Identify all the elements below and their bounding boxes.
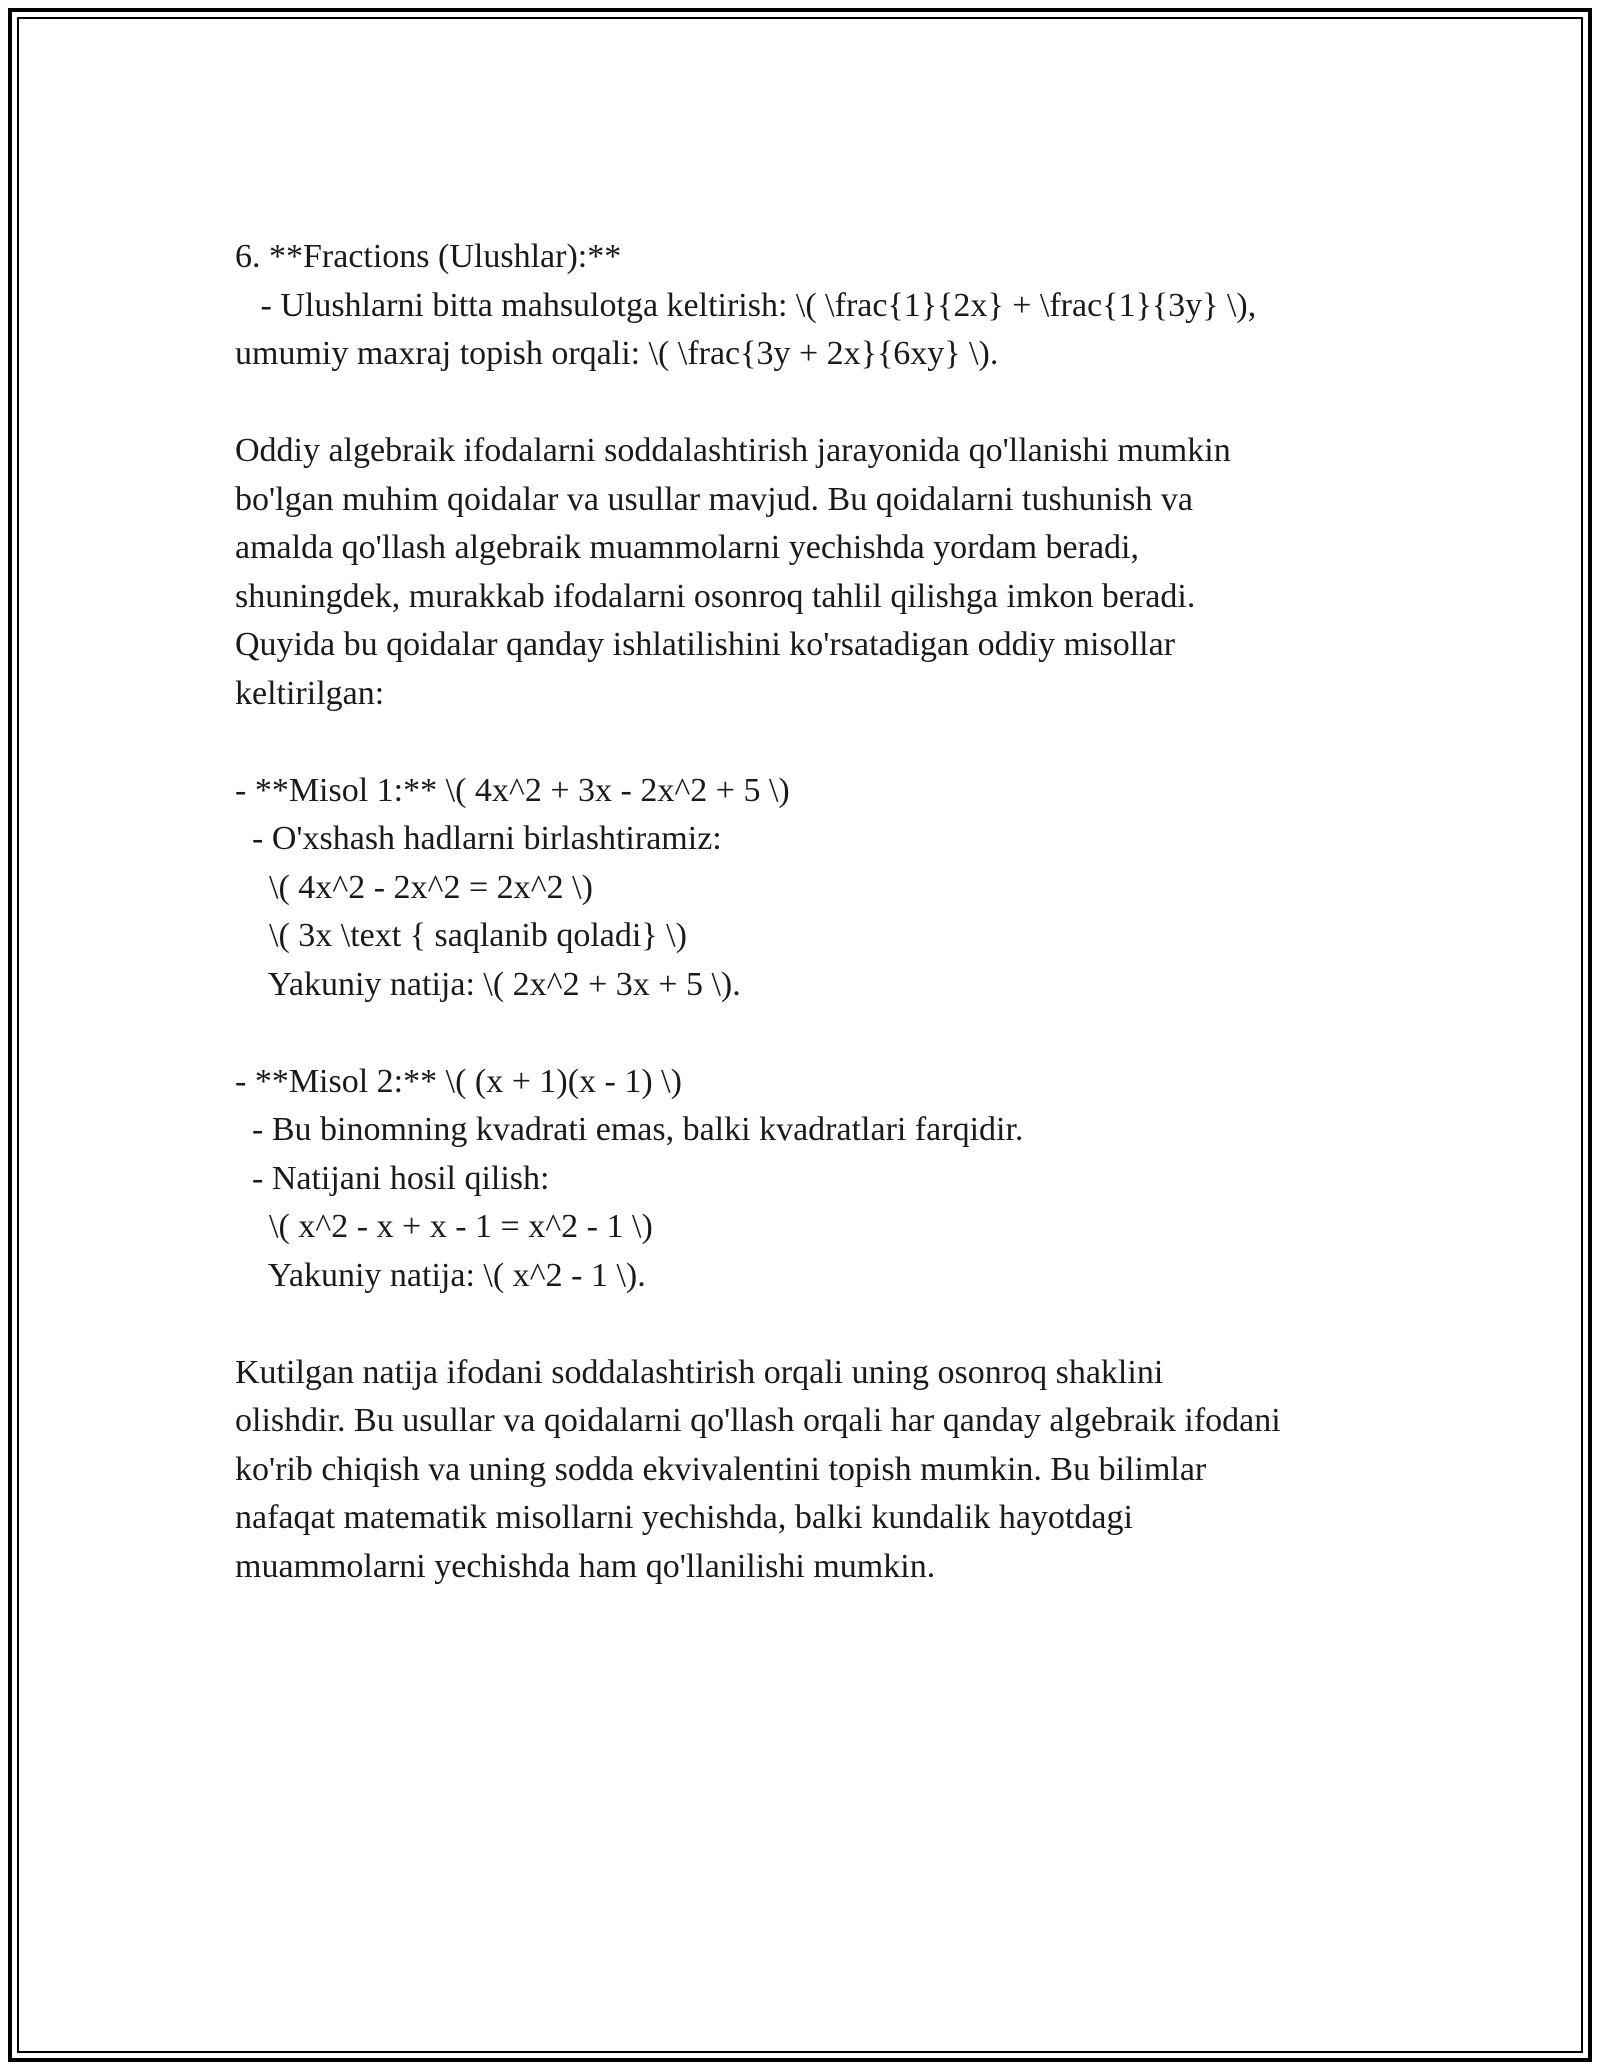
paragraph-line: shuningdek, murakkab ifodalarni osonroq tahlil qilishga imkon beradi. [235,577,1196,615]
spacer [235,1300,1395,1349]
paragraph-line: olishdir. Bu usullar va qoidalarni qo'llash orqali har qanday algebraik ifodani [235,1402,1281,1439]
fractions-heading: 6. **Fractions (Ulushlar):** [235,238,622,275]
spacer [235,379,1395,428]
document-body [235,233,1395,1591]
paragraph-line: Oddiy algebraik ifodalarni soddalashtirish jarayonida qo'llanishi mumkin [235,432,1231,469]
paragraph-line: bo'lgan muhim qoidalar va usullar mavjud. Bu qoidalarni tushunish va [235,480,1193,518]
example-line: - **Misol 1:** \( 4x^2 + 3x - 2x^2 + 5 \) [235,771,790,809]
example-line: Yakuniy natija: \( x^2 - 1 \). [235,1256,646,1294]
paragraph-line: Kutilgan natija ifodani soddalashtirish orqali uning osonroq shaklini [235,1353,1164,1391]
fractions-section [235,233,1395,379]
example-line: \( 4x^2 - 2x^2 = 2x^2 \) [235,868,593,906]
example-2 [235,1058,1395,1301]
fractions-line: - Ulushlarni bitta mahsulotga keltirish: \( \frac{1}{2x} + \frac{1}{3y} \), [235,286,1257,324]
spacer [235,1009,1395,1058]
spacer [235,718,1395,767]
intro-paragraph [235,427,1395,718]
conclusion-paragraph [235,1349,1395,1592]
example-1 [235,767,1395,1010]
example-line: - Natijani hosil qilish: [235,1159,550,1197]
paragraph-line: keltirilgan: [235,674,385,712]
paragraph-line: amalda qo'llash algebraik muammolarni yechishda yordam beradi, [235,529,1139,566]
paragraph-line: Quyida bu qoidalar qanday ishlatilishini ko'rsatadigan oddiy misollar [235,626,1176,663]
paragraph-line: nafaqat matematik misollarni yechishda, balki kundalik hayotdagi [235,1499,1133,1536]
example-line: - **Misol 2:** \( (x + 1)(x - 1) \) [235,1062,682,1100]
example-line: \( 3x \text { saqlanib qoladi} \) [235,917,687,954]
fractions-line: umumiy maxraj topish orqali: \( \frac{3y + 2x}{6xy} \). [235,335,999,372]
example-line: \( x^2 - x + x - 1 = x^2 - 1 \) [235,1208,653,1245]
example-line: - O'xshash hadlarni birlashtiramiz: [235,820,722,857]
example-line: Yakuniy natija: \( 2x^2 + 3x + 5 \). [235,965,741,1003]
paragraph-line: ko'rib chiqish va uning sodda ekvivalentini topish mumkin. Bu bilimlar [235,1450,1207,1488]
paragraph-line: muammolarni yechishda ham qo'llanilishi mumkin. [235,1547,936,1585]
example-line: - Bu binomning kvadrati emas, balki kvadratlari farqidir. [235,1111,1024,1148]
